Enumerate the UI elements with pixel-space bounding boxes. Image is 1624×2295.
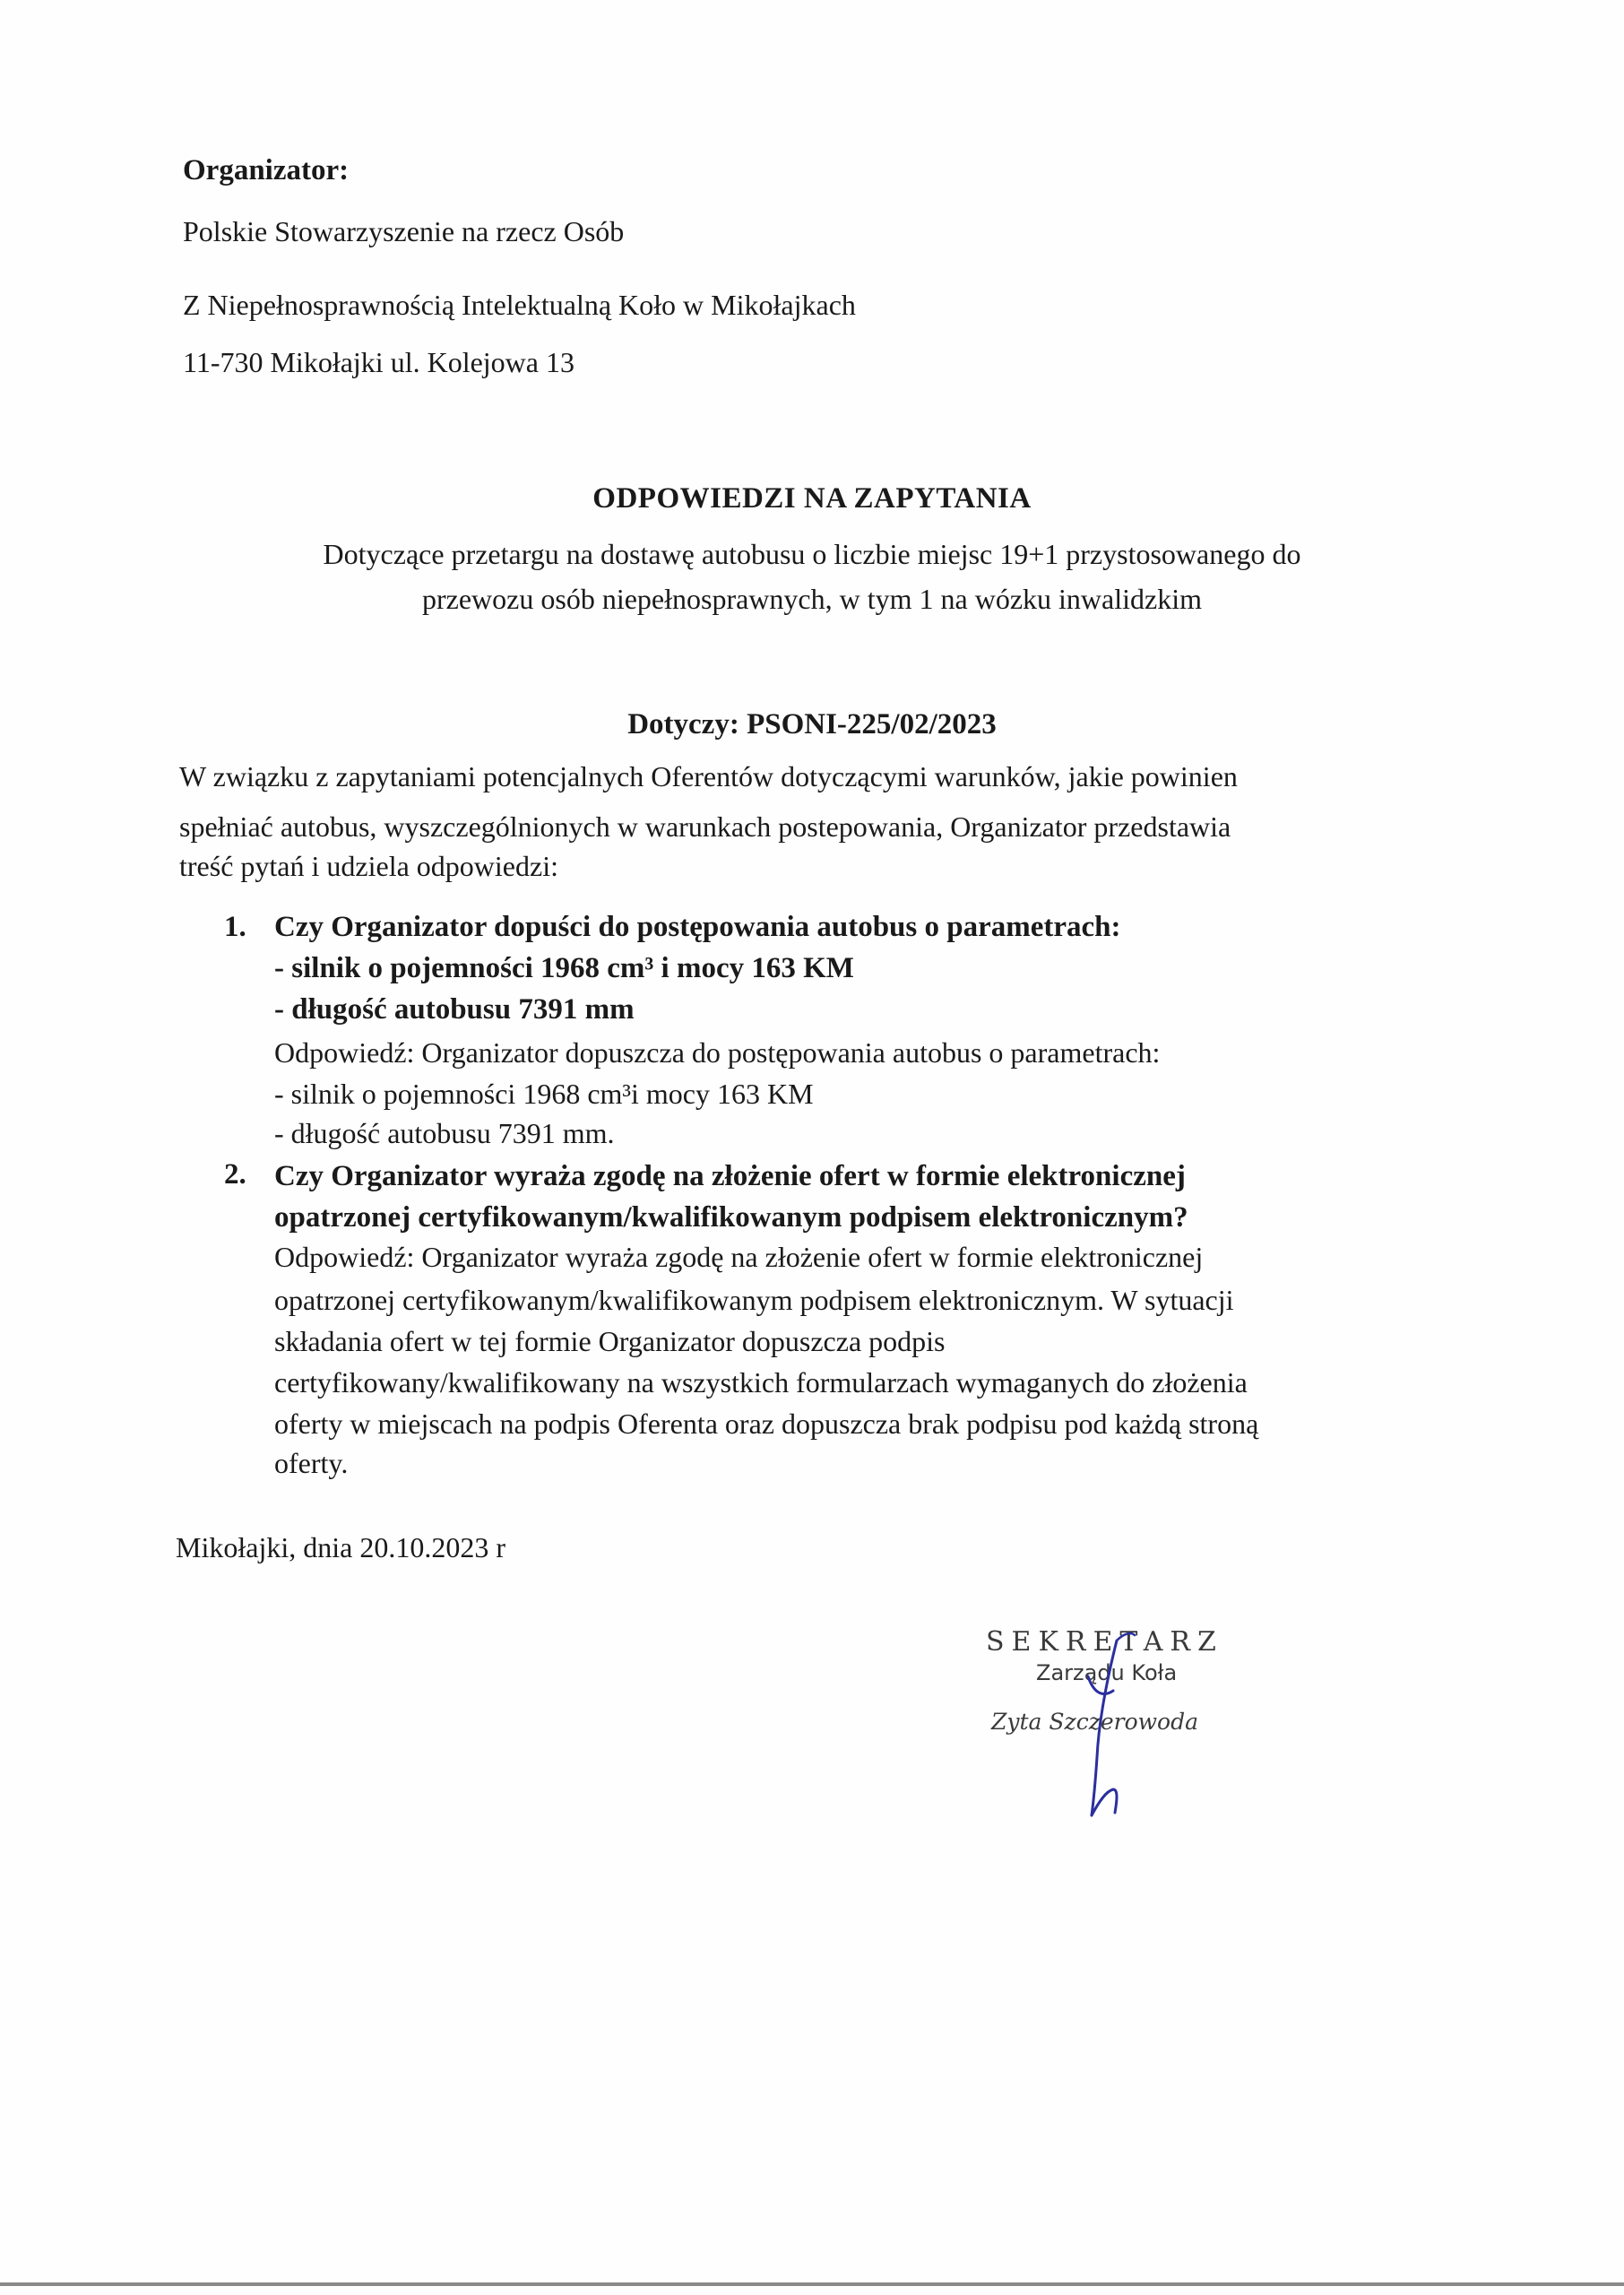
item-1-question-line-1: Czy Organizator dopuści do postępowania autobus o parametrach: [274,911,1121,943]
item-2-answer-line-5: oferty w miejscach na podpis Oferenta oraz dopuszcza brak podpisu pod każdą stroną [274,1407,1259,1440]
item-1-answer-line-2: - silnik o pojemności 1968 cm³i mocy 163 KM [274,1078,814,1110]
item-2-answer-line-2: opatrzonej certyfikowanym/kwalifikowanym podpisem elektronicznym. W sytuacji [274,1284,1234,1316]
intro-line-1: W związku z zapytaniami potencjalnych Oferentów dotyczącymi warunków, jakie powinien [179,760,1238,792]
item-1-question-line-2: - silnik o pojemności 1968 cm³ i mocy 163 KM [274,952,854,984]
intro-line-2: spełniać autobus, wyszczególnionych w warunkach postepowania, Organizator przedstawia [179,810,1231,843]
item-2-answer-line-6: oferty. [274,1447,349,1479]
subject-line-2: przewozu osób niepełnosprawnych, w tym 1 na wózku inwalidzkim [421,583,1202,615]
official-stamp [982,1623,1251,1829]
organizer-label: Organizator: [183,154,350,186]
organizer-name-line-2: Z Niepełnosprawnością Intelektualną Koło w Mikołajkach [183,289,856,321]
item-2-answer-line-4: certyfikowany/kwalifikowany na wszystkich formularzach wymaganych do złożenia [274,1366,1248,1399]
stamp-subtitle: Zarządu Koła [1036,1660,1178,1685]
place-and-date: Mikołajki, dnia 20.10.2023 r [176,1531,505,1563]
document-title: ODPOWIEDZI NA ZAPYTANIA [592,482,1032,515]
stamp-name: Zyta Szczerowoda [991,1709,1199,1735]
item-2-answer-line-3: składania ofert w tej formie Organizator dopuszcza podpis [274,1325,946,1357]
item-1-number: 1. [224,911,246,943]
item-2-answer-line-1: Odpowiedź: Organizator wyraża zgodę na złożenie ofert w formie elektronicznej [274,1241,1204,1273]
subject-line-1: Dotyczące przetargu na dostawę autobusu o liczbie miejsc 19+1 przystosowanego do [323,538,1301,570]
organizer-address: 11-730 Mikołajki ul. Kolejowa 13 [183,346,574,378]
item-1-answer-line-1: Odpowiedź: Organizator dopuszcza do postępowania autobus o parametrach: [274,1036,1161,1069]
reference-number: Dotyczy: PSONI-225/02/2023 [627,708,997,740]
handwritten-signature [982,1623,1251,1829]
item-2-question-line-1: Czy Organizator wyraża zgodę na złożenie ofert w formie elektronicznej [274,1160,1186,1192]
item-2-question-line-2: opatrzonej certyfikowanym/kwalifikowanym podpisem elektronicznym? [274,1201,1188,1234]
item-2-number: 2. [224,1158,246,1191]
organizer-name-line-1: Polskie Stowarzyszenie na rzecz Osób [183,215,625,247]
intro-line-3: treść pytań i udziela odpowiedzi: [179,850,558,882]
item-1-answer-line-3: - długość autobusu 7391 mm. [274,1117,615,1149]
item-1-question-line-3: - długość autobusu 7391 mm [274,993,635,1026]
scan-bottom-edge [0,2282,1624,2286]
stamp-title: SEKRETARZ [986,1626,1223,1658]
